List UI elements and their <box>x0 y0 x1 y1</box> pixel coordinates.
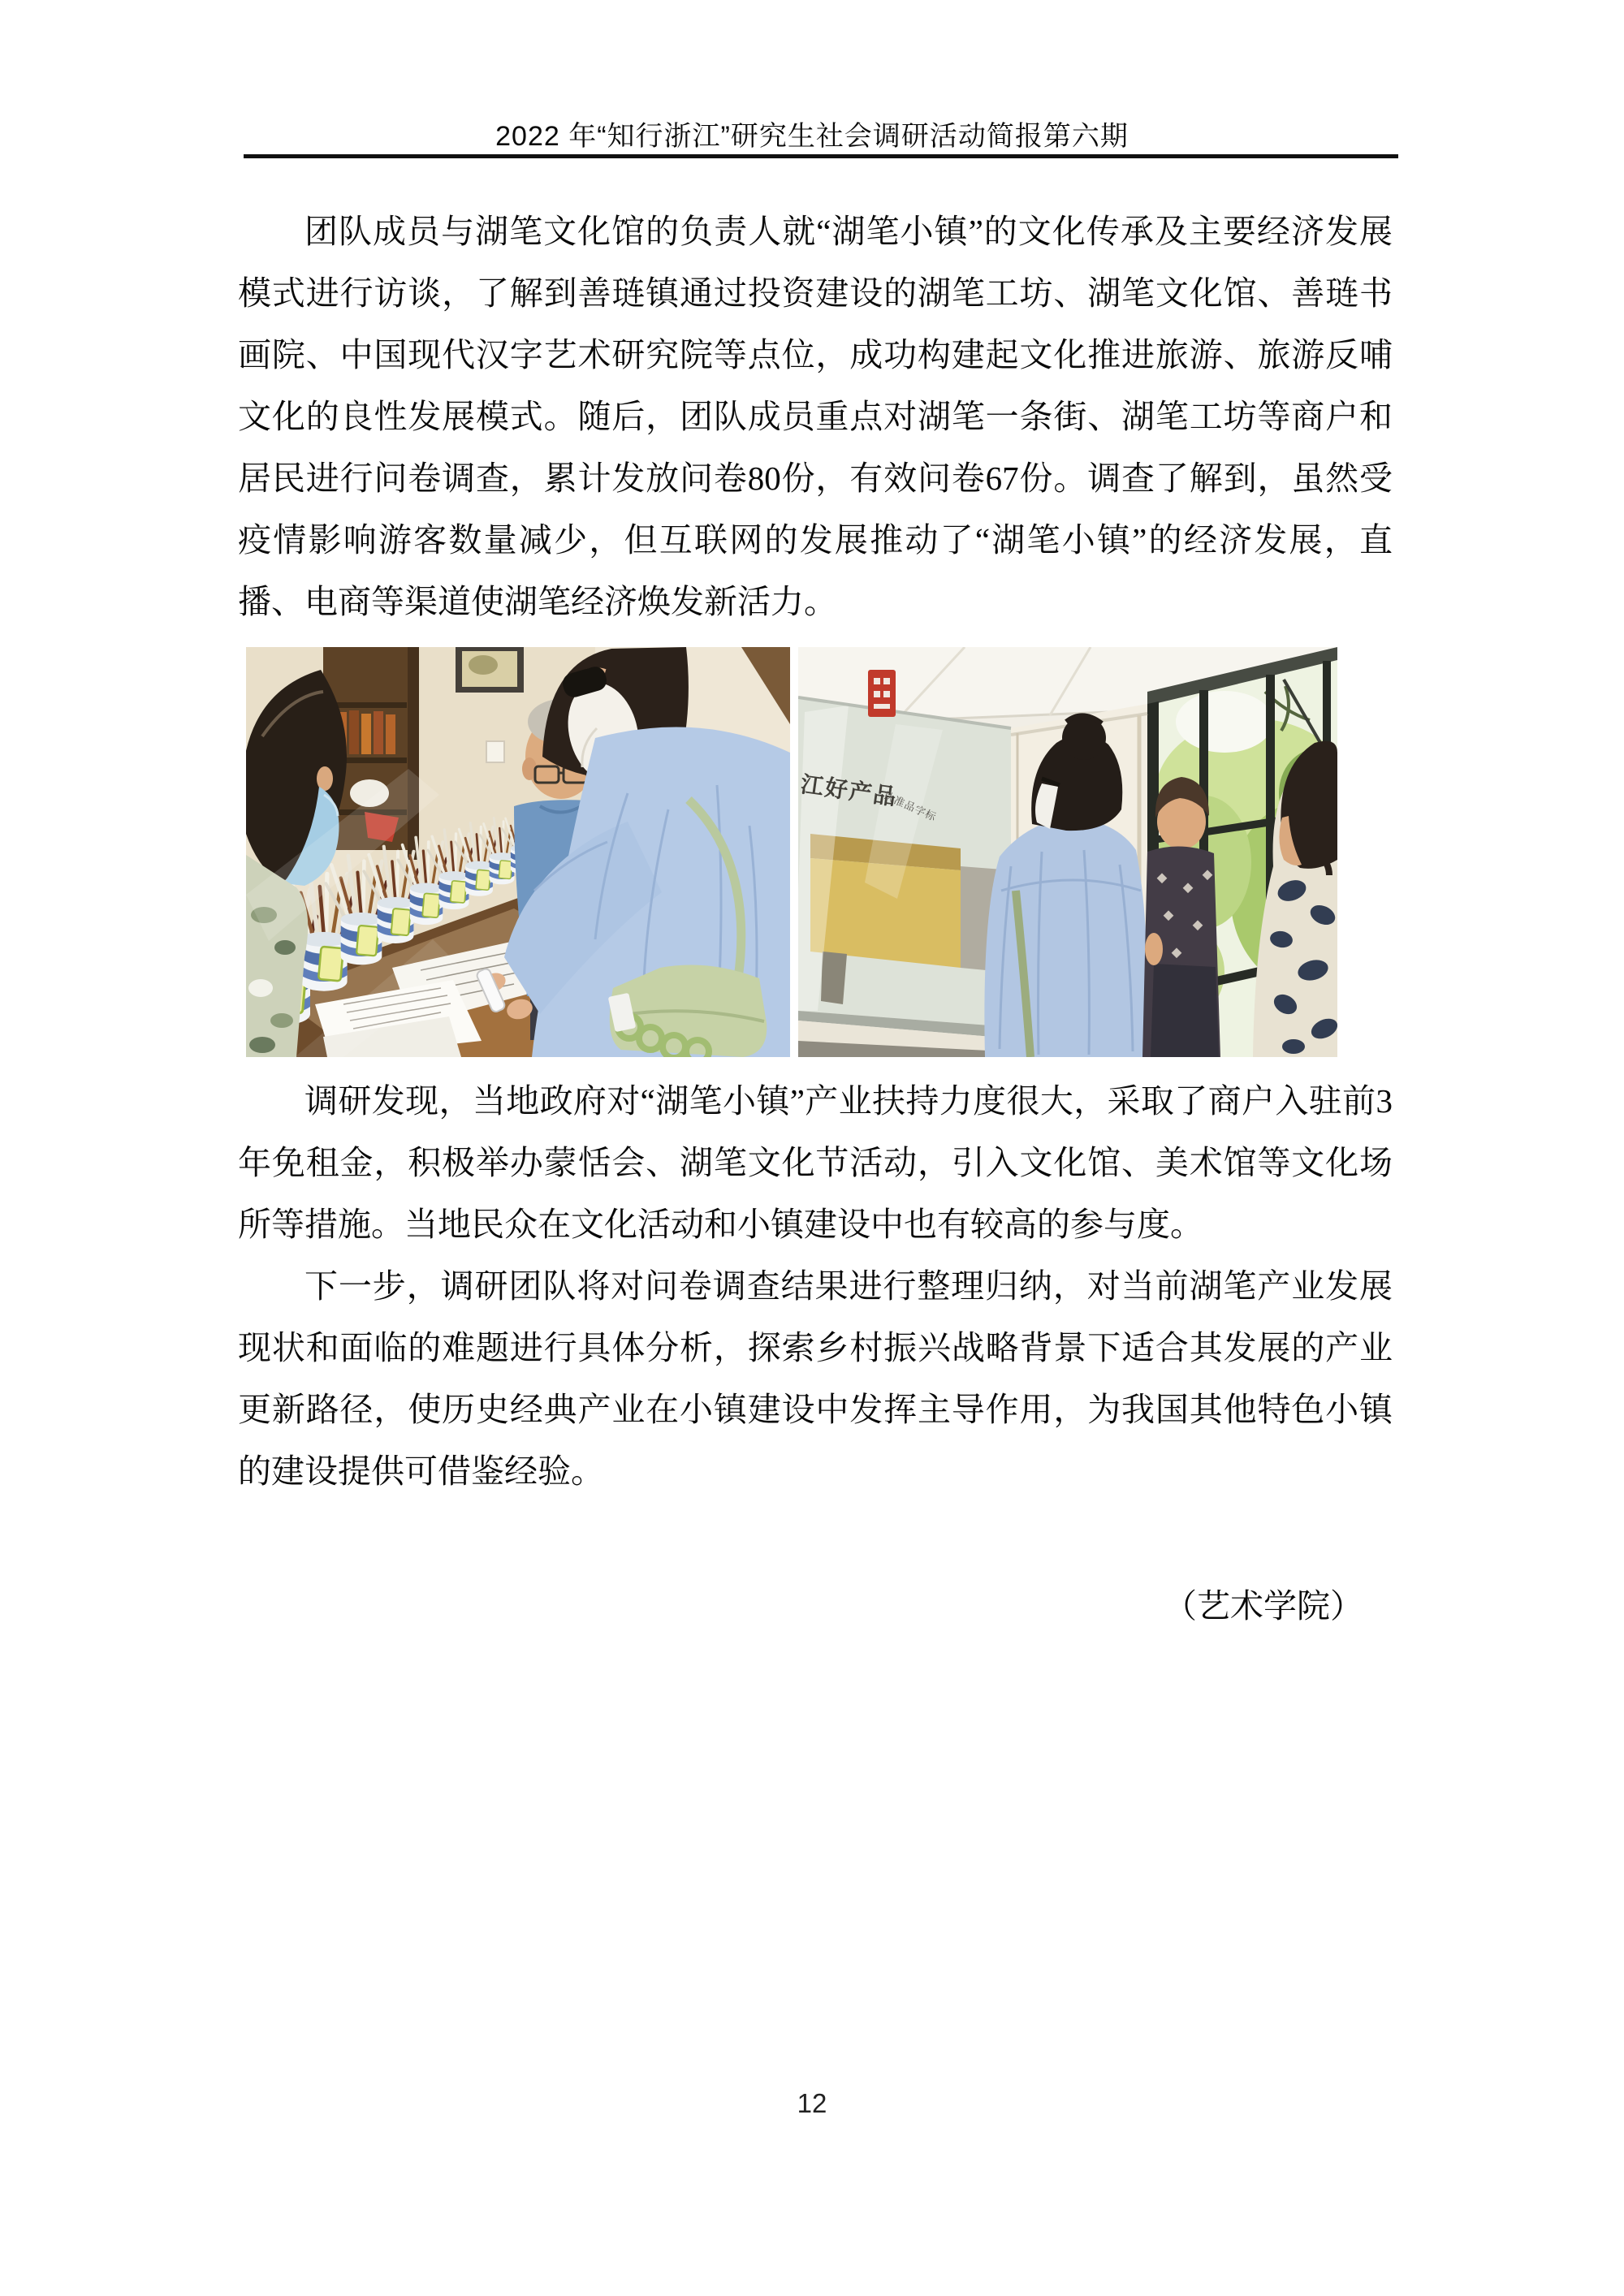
glass-calligraphy-large: 江好产品 <box>799 772 900 811</box>
page-number: 12 <box>797 2088 827 2118</box>
photo-brush-shop-interview <box>246 647 790 1057</box>
light-switch <box>486 741 504 762</box>
body-paragraph-2: 调研发现，当地政府对“湖笔小镇”产业扶持力度很大，采取了商户入驻前3年免租金，积极举办蒙恬会、湖笔文化节活动，引入文化馆、美术馆等文化场所等措施。当地民众在文化活动和小镇建设中也有较高的参与度。 <box>238 1082 1393 1243</box>
page-header-title: 2022 年“知行浙江”研究生社会调研活动简报第六期 <box>495 121 1129 152</box>
red-seal <box>868 670 896 717</box>
header-rule <box>244 154 1398 158</box>
photo-showroom-visit <box>798 647 1337 1057</box>
body-paragraph-3: 下一步，调研团队将对问卷调查结果进行整理归纳，对当前湖笔产业发展现状和面临的难题进行具体分析，探索乡村振兴战略背景下适合其发展的产业更新路径，使历史经典产业在小镇建设中发挥主导作用，为我国其他特色小镇的建设提供可借鉴经验。 <box>238 1267 1393 1490</box>
framed-picture <box>456 647 524 693</box>
glass-partition <box>798 670 1011 1057</box>
photos-row <box>246 647 1393 1057</box>
document-content <box>238 201 1393 1637</box>
body-paragraph-1: 团队成员与湖笔文化馆的负责人就“湖笔小镇”的文化传承及主要经济发展模式进行访谈，了解到善琏镇通过投资建设的湖笔工坊、湖笔文化馆、善琏书画院、中国现代汉字艺术研究院等点位，成功构建起文化推进旅游、旅游反哺文化的良性发展模式。随后，团队成员重点对湖笔一条街、湖笔工坊等商户和居民进行问卷调查，累计发放问卷80份，有效问卷67份。调查了解到，虽然受疫情影响游客数量减少，但互联网的发展推动了“湖笔小镇”的经济发展，直播、电商等渠道使湖笔经济焕发新活力。 <box>238 213 1393 620</box>
dark-apron <box>1151 964 1219 1057</box>
glass-calligraphy-small: 认准品字标 <box>881 789 939 824</box>
blue-shirt <box>984 818 1147 1057</box>
signature-line: （艺术学院） <box>1164 1587 1363 1625</box>
